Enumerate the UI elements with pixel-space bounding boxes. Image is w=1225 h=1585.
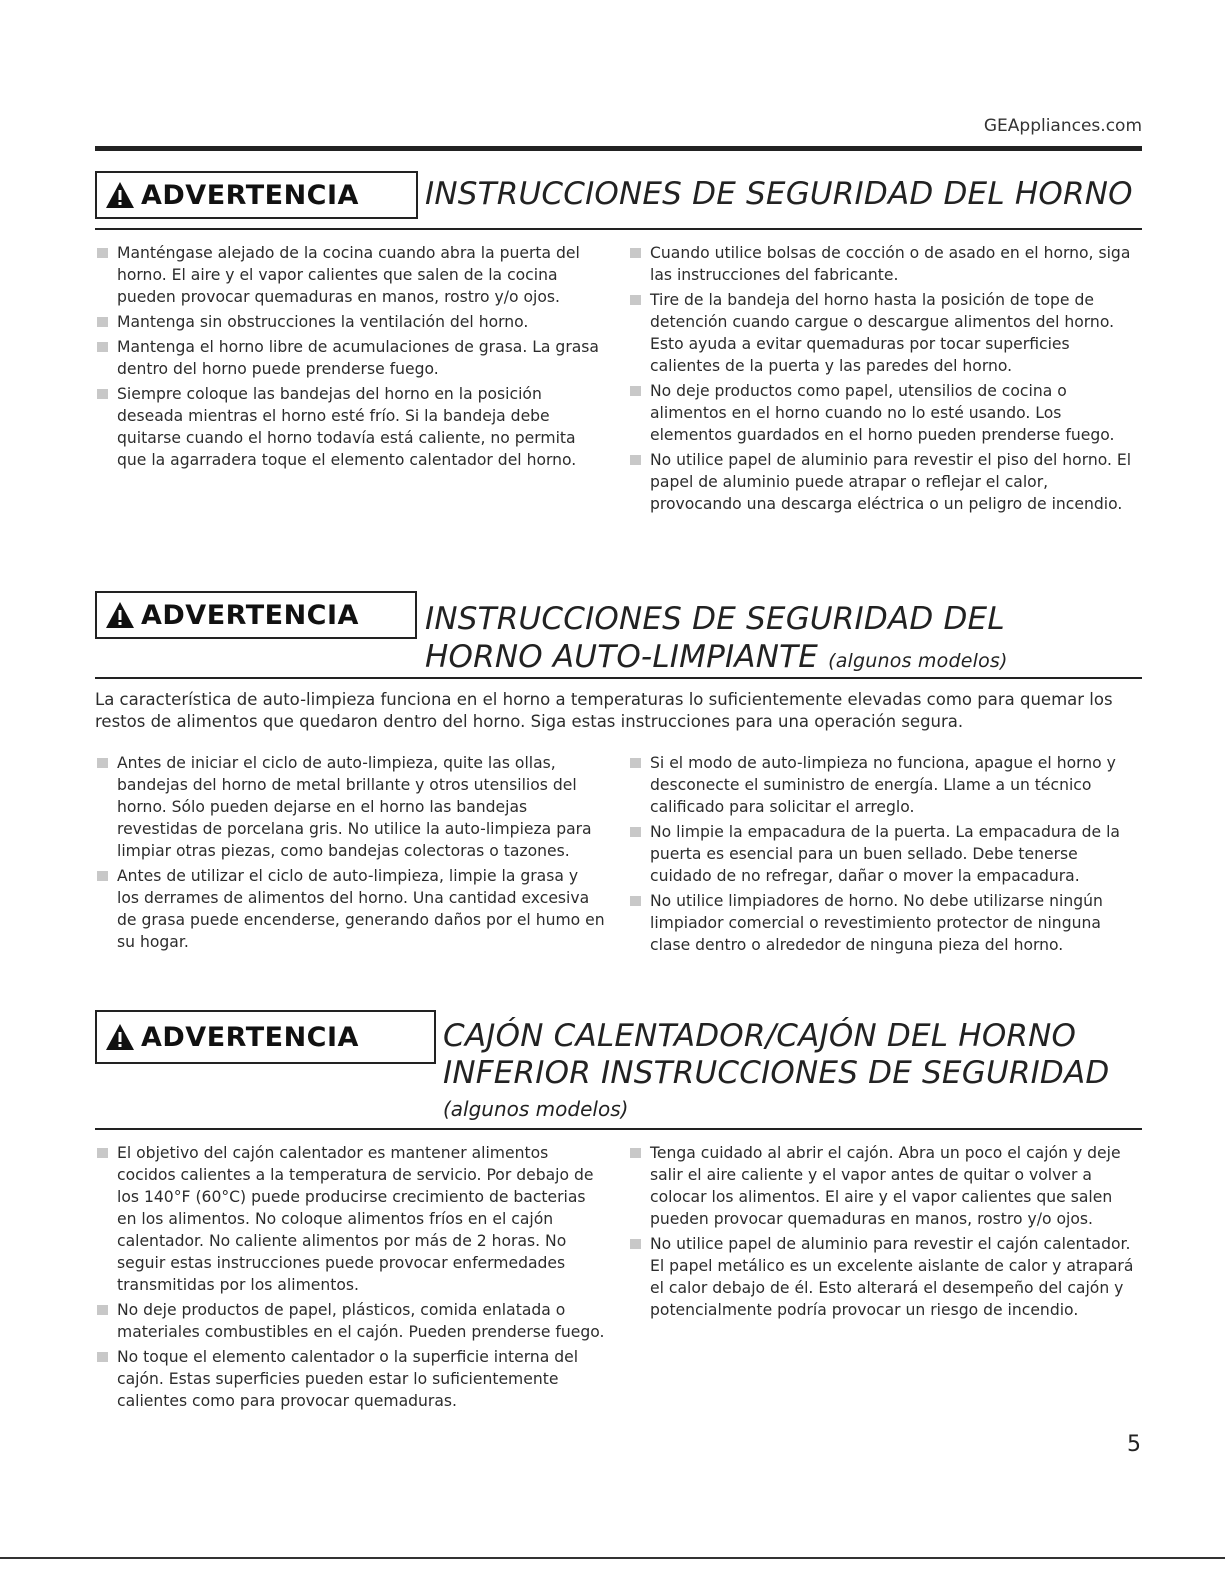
square-bullet-icon [97, 1148, 108, 1158]
square-bullet-icon [630, 386, 641, 396]
section-title-1 [425, 176, 1133, 212]
section-title-line: INFERIOR INSTRUCCIONES DE SEGURIDAD [443, 1055, 1110, 1091]
section-title-note: (algunos modelos) [443, 1097, 629, 1121]
bottom-rule [0, 1557, 1225, 1559]
square-bullet-icon [97, 248, 108, 258]
section-1-right-column [628, 242, 1142, 518]
square-bullet-icon [97, 342, 108, 352]
list-item: No limpie la empacadura de la puerta. La empacadura de la puerta es esencial para un buen sellado. Debe tenerse cuidado de no refregar, dañar o mover la empacadura. [628, 821, 1142, 887]
warning-label: ADVERTENCIA [141, 1021, 359, 1053]
list-item: Mantenga el horno libre de acumulaciones de grasa. La grasa dentro del horno puede prenderse fuego. [95, 336, 605, 380]
section-2-intro: La característica de auto-limpieza funciona en el horno a temperaturas lo suficientemente elevadas como para quemar los restos de alimentos que quedaron dentro del horno. Siga estas instrucciones para una operación segura. [95, 690, 1113, 731]
square-bullet-icon [97, 389, 108, 399]
section-2-left-column [95, 752, 605, 956]
square-bullet-icon [97, 1305, 108, 1315]
square-bullet-icon [97, 317, 108, 327]
list-item: Antes de utilizar el ciclo de auto-limpieza, limpie la grasa y los derrames de alimentos del horno. Una cantidad excesiva de grasa puede encenderse, generando daños por el humo en su hogar. [95, 865, 605, 953]
list-item: No deje productos como papel, utensilios de cocina o alimentos en el horno cuando no lo esté usando. Los elementos guardados en el horno pueden prenderse fuego. [628, 380, 1142, 446]
list-item: No toque el elemento calentador o la superficie interna del cajón. Estas superficies pueden estar lo suficientemente calientes como para provocar quemaduras. [95, 1346, 605, 1412]
section-title-line: INSTRUCCIONES DE SEGURIDAD DEL HORNO [425, 176, 1133, 212]
square-bullet-icon [630, 1148, 641, 1158]
section-title-line: HORNO AUTO-LIMPIANTE [425, 639, 819, 675]
warning-triangle-icon [105, 181, 135, 209]
list-item: Cuando utilice bolsas de cocción o de asado en el horno, siga las instrucciones del fabricante. [628, 242, 1142, 286]
section-rule-1 [95, 228, 1142, 230]
square-bullet-icon [630, 1239, 641, 1249]
square-bullet-icon [97, 871, 108, 881]
list-item: Mantenga sin obstrucciones la ventilación del horno. [95, 311, 605, 333]
site-url[interactable]: GEAppliances.com [983, 116, 1142, 136]
square-bullet-icon [630, 896, 641, 906]
section-3-left-column [95, 1142, 605, 1415]
list-item: No utilice papel de aluminio para revestir el cajón calentador. El papel metálico es un excelente aislante de calor y atrapará el calor debajo de él. Esto alterará el desempeño del cajón y potencialmente podría provocar un riesgo de incendio. [628, 1233, 1142, 1321]
list-item: Tenga cuidado al abrir el cajón. Abra un poco el cajón y deje salir el aire caliente y el vapor antes de quitar o volver a colocar los alimentos. El aire y el vapor calientes que salen pueden provocar quemaduras en manos, rostro y/o ojos. [628, 1142, 1142, 1230]
list-item: No deje productos de papel, plásticos, comida enlatada o materiales combustibles en el cajón. Pueden prenderse fuego. [95, 1299, 605, 1343]
list-item: El objetivo del cajón calentador es mantener alimentos cocidos calientes a la temperatura de servicio. Por debajo de los 140°F (60°C) puede producirse crecimiento de bacterias en los alimentos. No coloque alimentos fríos en el cajón calentador. No caliente alimentos por más de 2 horas. No seguir estas instrucciones puede provocar enfermedades transmitidas por los alimentos. [95, 1142, 605, 1296]
list-item: Manténgase alejado de la cocina cuando abra la puerta del horno. El aire y el vapor calientes que salen de la cocina pueden provocar quemaduras en manos, rostro y/o ojos. [95, 242, 605, 308]
section-title-line: INSTRUCCIONES DE SEGURIDAD DEL [425, 601, 1005, 637]
square-bullet-icon [630, 248, 641, 258]
section-title-line: CAJÓN CALENTADOR/CAJÓN DEL HORNO [443, 1018, 1077, 1054]
warning-label: ADVERTENCIA [141, 599, 359, 631]
section-rule-2 [95, 677, 1142, 679]
list-item: No utilice papel de aluminio para revestir el piso del horno. El papel de aluminio puede atrapar o reflejar el calor, provocando una descarga eléctrica o un peligro de incendio. [628, 449, 1142, 515]
section-title-2 [425, 600, 1008, 680]
section-title-3 [443, 1018, 1109, 1092]
list-item: Siempre coloque las bandejas del horno en la posición deseada mientras el horno esté frío. Si la bandeja debe quitarse cuando el horno todavía está caliente, no permita que la agarradera toque el elemento calentador del horno. [95, 383, 605, 471]
header-rule [95, 146, 1142, 151]
section-title-note: (algunos modelos) [828, 650, 1008, 672]
warning-label: ADVERTENCIA [141, 179, 359, 211]
list-item: Si el modo de auto-limpieza no funciona, apague el horno y desconecte el suministro de energía. Llame a un técnico calificado para solicitar el arreglo. [628, 752, 1142, 818]
warning-triangle-icon [105, 601, 135, 629]
list-item: No utilice limpiadores de horno. No debe utilizarse ningún limpiador comercial o revestimiento protector de ninguna clase dentro o alrededor de ninguna pieza del horno. [628, 890, 1142, 956]
section-rule-3 [95, 1128, 1142, 1130]
square-bullet-icon [630, 455, 641, 465]
square-bullet-icon [630, 758, 641, 768]
section-3-right-column [628, 1142, 1142, 1324]
square-bullet-icon [97, 758, 108, 768]
square-bullet-icon [97, 1352, 108, 1362]
list-item: Tire de la bandeja del horno hasta la posición de tope de detención cuando cargue o descargue alimentos del horno. Esto ayuda a evitar quemaduras por tocar superficies calientes de la puerta y las paredes del horno. [628, 289, 1142, 377]
list-item: Antes de iniciar el ciclo de auto-limpieza, quite las ollas, bandejas del horno de metal brillante y otros utensilios del horno. Sólo pueden dejarse en el horno las bandejas revestidas de porcelana gris. No utilice la auto-limpieza para limpiar otras piezas, como bandejas colectoras o tazones. [95, 752, 605, 862]
square-bullet-icon [630, 295, 641, 305]
warning-triangle-icon [105, 1023, 135, 1051]
section-1-left-column [95, 242, 605, 474]
square-bullet-icon [630, 827, 641, 837]
section-2-right-column [628, 752, 1142, 959]
page-number: 5 [1127, 1432, 1141, 1457]
